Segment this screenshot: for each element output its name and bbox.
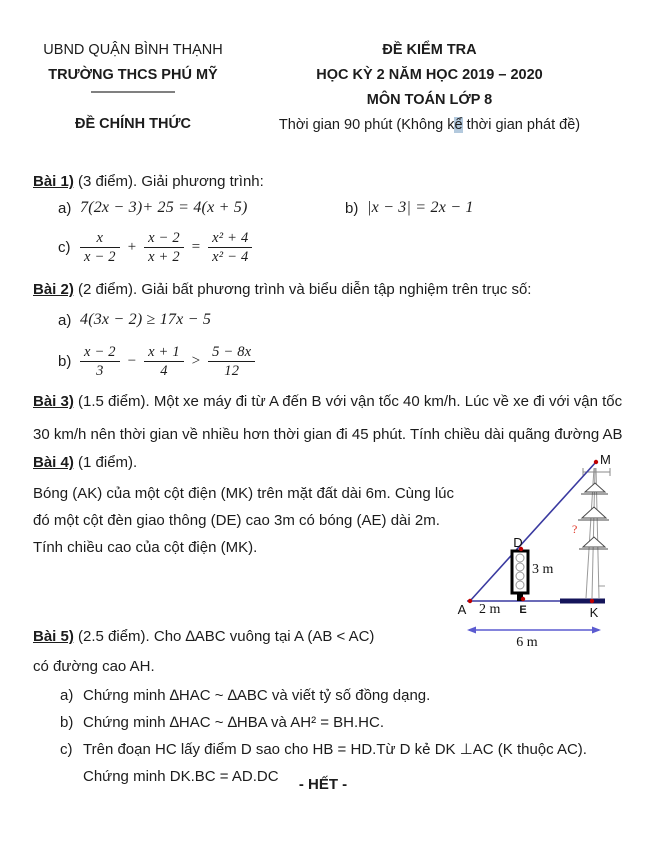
fraction xyxy=(144,343,184,380)
geometry-figure xyxy=(452,446,646,658)
bai2-heading xyxy=(33,279,628,301)
bai5-text-line1: (2.5 điểm). Cho ∆ABC vuông tại A (AB < AC) xyxy=(73,628,375,645)
bai5-label: Bài 5) xyxy=(33,628,74,645)
bai3-text-line2: 30 km/h nên thời gian về nhiều hơn thời gian đi 45 phút. Tính chiều dài quãng đường AB xyxy=(33,426,623,443)
school-underline-divider xyxy=(91,91,175,93)
duration-text-before: Thời gian 90 phút (Không k xyxy=(278,117,455,133)
section-bai-3 xyxy=(33,385,633,451)
bai5-line1 xyxy=(33,622,463,652)
exam-title: ĐỀ KIỂM TRA xyxy=(382,42,477,58)
bai4-intro: (1 điểm). xyxy=(73,454,138,471)
exam-subject: MÔN TOÁN LỚP 8 xyxy=(366,92,493,108)
point-label-A: A xyxy=(457,602,467,617)
exam-semester: HỌC KỲ 2 NĂM HỌC 2019 – 2020 xyxy=(316,67,543,83)
operator-equals: = xyxy=(190,239,202,256)
bai1-formula-c xyxy=(80,229,252,266)
dimension-arrow-6m xyxy=(467,627,601,634)
fraction-numerator: x + 1 xyxy=(148,344,180,360)
insulator-icons xyxy=(578,483,609,549)
bai2-item-b-label: b) xyxy=(58,353,72,371)
fraction-denominator: x + 2 xyxy=(144,247,184,266)
bai5-item-b-text: Chứng minh ∆HAC ~ ∆HBA và AH² = BH.HC. xyxy=(83,714,384,731)
bai2-formula-b xyxy=(80,343,255,380)
fraction-numerator: x² + 4 xyxy=(212,230,249,246)
bai1-label: Bài 1) xyxy=(33,173,74,190)
bai1-item-a-label: a) xyxy=(58,199,72,217)
bai5-item-c-line2: Chứng minh DK.BC = AD.DC xyxy=(83,768,279,785)
fraction xyxy=(144,229,184,266)
bai1-intro: (3 điểm). Giải phương trình: xyxy=(73,173,264,190)
triangle-lines xyxy=(467,462,599,601)
fraction-denominator: x − 2 xyxy=(80,247,120,266)
point-label-E: E xyxy=(519,604,527,616)
dimension-label-2m: 2 m xyxy=(479,602,501,617)
school-name: TRƯỜNG THCS PHÚ MỸ xyxy=(48,67,218,83)
bai5-item-list xyxy=(33,682,633,790)
bai2-item-a-label: a) xyxy=(58,311,72,329)
bai5-item-c-label: c) xyxy=(60,741,73,758)
bai5-item-b-label: b) xyxy=(60,714,74,731)
fraction-denominator: 3 xyxy=(80,361,120,380)
bai5-item-a-text: Chứng minh ∆HAC ~ ∆ABC và viết tỷ số đồng dạng. xyxy=(83,687,431,704)
fraction xyxy=(208,343,255,380)
duration-text-after: thời gian phát đề) xyxy=(462,117,581,133)
bai5-item-a xyxy=(60,682,633,709)
bai1-item-b-label: b) xyxy=(345,199,359,217)
section-bai-1 xyxy=(33,171,628,266)
end-of-exam-label: - HẾT - xyxy=(298,776,348,793)
exam-header xyxy=(33,38,626,138)
bai1-item-a xyxy=(58,199,628,217)
question-mark-label: ? xyxy=(572,522,578,536)
fraction xyxy=(80,229,120,266)
fraction-denominator: 4 xyxy=(144,361,184,380)
fraction-numerator: x − 2 xyxy=(84,344,116,360)
bai4-label: Bài 4) xyxy=(33,454,74,471)
fraction-denominator: 12 xyxy=(208,361,255,380)
point-label-D: D xyxy=(513,535,523,550)
operator-greater-than: > xyxy=(190,353,202,370)
bai4-text-line2: đó một cột đèn giao thông (DE) cao 3m có bóng (AE) dài 2m. xyxy=(33,512,440,529)
bai3-text-line1: (1.5 điểm). Một xe máy đi từ A đến B với vận tốc 40 km/h. Lúc về xe đi với vận tốc xyxy=(73,393,623,410)
fraction-denominator: x² − 4 xyxy=(208,247,252,266)
fraction-numerator: x xyxy=(96,230,104,246)
duration-highlighted-char: ể xyxy=(454,117,463,133)
bai5-item-a-label: a) xyxy=(60,687,74,704)
shadow-diagram xyxy=(452,446,646,658)
section-bai-5 xyxy=(33,622,463,682)
bai2-intro: (2 điểm). Giải bất phương trình và biểu diễn tập nghiệm trên trục số: xyxy=(73,281,532,298)
dimension-label-3m: 3 m xyxy=(532,562,554,577)
bai5-item-c xyxy=(60,736,633,763)
bai2-label: Bài 2) xyxy=(33,281,74,298)
section-bai-5-items xyxy=(33,677,633,790)
bai2-formula-a: 4(3x − 2) ≥ 17x − 5 xyxy=(80,311,212,328)
bai1-heading xyxy=(33,171,628,193)
bai1-formula-a: 7(2x − 3)+ 25 = 4(x + 5) xyxy=(80,199,248,216)
operator-plus: + xyxy=(126,239,138,256)
bai5-text-line2: có đường cao AH. xyxy=(33,658,155,675)
section-bai-2 xyxy=(33,279,628,380)
bai4-text-line3: Tính chiều cao của cột điện (MK). xyxy=(33,539,258,556)
bai3-label: Bài 3) xyxy=(33,393,74,410)
traffic-light-icon xyxy=(512,551,528,601)
operator-minus: − xyxy=(126,353,138,370)
fraction-numerator: x − 2 xyxy=(148,230,180,246)
fraction xyxy=(80,343,120,380)
header-left-block xyxy=(33,38,233,138)
bai1-formula-b: |x − 3| = 2x − 1 xyxy=(367,199,474,216)
point-label-K: K xyxy=(589,605,599,620)
bai5-item-c-text: Trên đoạn HC lấy điểm D sao cho HB = HD.Từ D kẻ DK ⊥AC (K thuộc AC). xyxy=(83,741,587,758)
section-bai-4-body xyxy=(33,480,483,561)
official-exam-label: ĐỀ CHÍNH THỨC xyxy=(75,116,191,132)
header-right-block xyxy=(233,38,626,138)
bai1-row-ab xyxy=(33,199,628,217)
org-name: UBND QUẬN BÌNH THẠNH xyxy=(43,42,223,58)
bai4-text-line1: Bóng (AK) của một cột điện (MK) trên mặt đất dài 6m. Cùng lúc xyxy=(33,485,455,502)
exam-duration xyxy=(233,113,626,138)
bai3-line1 xyxy=(33,385,633,418)
dimension-label-6m: 6 m xyxy=(516,635,538,650)
bai1-item-c xyxy=(58,229,628,266)
fraction-numerator: 5 − 8x xyxy=(212,344,252,360)
fraction xyxy=(208,229,252,266)
bai1-item-c-label: c) xyxy=(58,239,71,257)
bai2-item-a xyxy=(58,311,628,329)
point-label-M: M xyxy=(600,452,611,467)
bai5-item-b xyxy=(60,709,633,736)
bai2-item-b xyxy=(58,343,628,380)
bai1-item-b xyxy=(345,199,474,217)
